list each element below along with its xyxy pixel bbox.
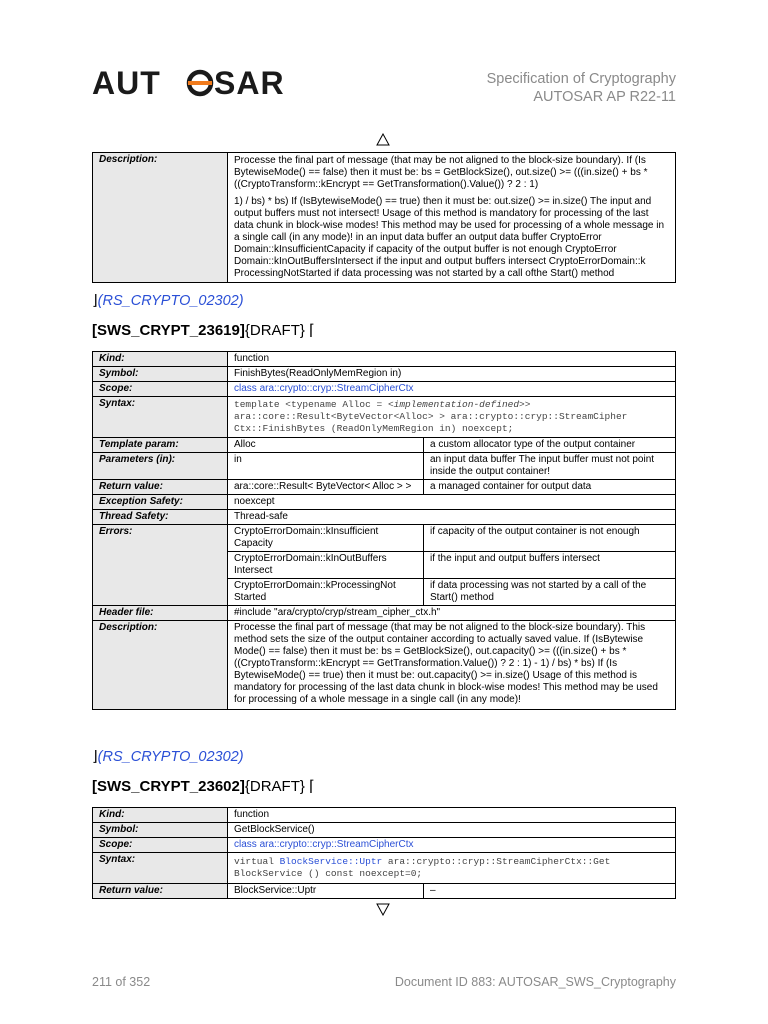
row-key: Exception Safety: <box>93 495 228 510</box>
syntax-block: virtual BlockService::Uptr ara::crypto::cryp::StreamCipherCtx::Get BlockService () const noexcept=0; <box>228 853 676 884</box>
row-value: noexcept <box>228 495 676 510</box>
table-row <box>93 510 676 525</box>
table-row <box>93 495 676 510</box>
row-value: Alloc <box>228 438 424 453</box>
row-key: Symbol: <box>93 823 228 838</box>
spec-table-getblockservice <box>92 807 676 899</box>
release-label: AUTOSAR AP R22-11 <box>533 89 676 105</box>
row-key: Return value: <box>93 884 228 899</box>
row-key: Description: <box>93 153 228 283</box>
row-key: Template param: <box>93 438 228 453</box>
row-key: Errors: <box>93 525 228 606</box>
requirement-id: [SWS_CRYPT_23602]{DRAFT} ⌈ <box>92 778 315 795</box>
row-value <box>228 382 676 397</box>
row-value: if the input and output buffers intersect <box>424 552 676 579</box>
trace-link[interactable]: ⌋(RS_CRYPTO_02302) <box>92 749 244 765</box>
table-row <box>93 480 676 495</box>
scope-link[interactable]: class ara::crypto::cryp::StreamCipherCtx <box>234 383 414 394</box>
row-value: a managed container for output data <box>424 480 676 495</box>
row-value: – <box>424 884 676 899</box>
row-key: Return value: <box>93 480 228 495</box>
row-value: Thread-safe <box>228 510 676 525</box>
row-value: a custom allocator type of the output container <box>424 438 676 453</box>
table-row <box>93 808 676 823</box>
spec-table-finishbytes <box>92 351 676 710</box>
table-row <box>93 453 676 480</box>
table-row <box>93 823 676 838</box>
row-key: Kind: <box>93 352 228 367</box>
row-key: Header file: <box>93 606 228 621</box>
requirement-id: [SWS_CRYPT_23619]{DRAFT} ⌈ <box>92 322 315 339</box>
continues-triangle-icon <box>376 903 390 916</box>
row-value: in <box>228 453 424 480</box>
document-id: Document ID 883: AUTOSAR_SWS_Cryptography <box>394 975 676 989</box>
description-paragraph: Processe the final part of message (that may be not aligned to the block-size boundary). If (Is BytewiseMode() == false) then it must be: bs = GetBlockSize(), out.size() >= (((in.size() + bs * ((CryptoTransform::kEncrypt == GetTransformation().Value()) ? 2 : 1) <box>234 155 648 190</box>
table-row <box>93 606 676 621</box>
table-row <box>93 352 676 367</box>
row-key: Symbol: <box>93 367 228 382</box>
svg-text:AUT: AUT <box>92 65 161 100</box>
doc-title: Specification of Cryptography <box>486 71 676 87</box>
table-row <box>93 621 676 710</box>
row-key: Syntax: <box>93 853 228 884</box>
row-key: Scope: <box>93 382 228 397</box>
autosar-logo <box>92 64 312 100</box>
description-paragraph: 1) / bs) * bs) If (IsBytewiseMode() == true) then it must be: out.size() >= in.size() The input and output buffers must not intersect! Usage of this method is mandatory for processing of the last data chunk in block-wise modes! This method may be used for processing of a whole message in a single call (in any mode)! in an input data buffer an output data buffer CryptoError Domain::kInsufficientCapacity if capacity of the output buffer is not enough CryptoError Domain::kInOutBuffersIntersect if the input and output buffers intersect CryptoErrorDomain::k ProcessingNotStarted if data processing was not started by a call ofthe Start() method <box>234 196 665 279</box>
table-row <box>93 438 676 453</box>
row-value: GetBlockService() <box>228 823 676 838</box>
table-row <box>93 382 676 397</box>
table-row <box>93 397 676 438</box>
row-key: Syntax: <box>93 397 228 438</box>
svg-text:SAR: SAR <box>214 65 285 100</box>
continued-triangle-icon <box>376 133 390 146</box>
row-key: Parameters (in): <box>93 453 228 480</box>
row-value: Processe the final part of message (that may be not aligned to the block-size boundary). This method sets the size of the output container according to actually saved value. If (IsBytewise Mode() == false) then it must be: bs = GetBlockSize(), out.capacity() >= (((in.size() + bs * ((CryptoTransform::kEncrypt == GetTransformation.Value()) ? 2 : 1) - 1) / bs) * bs) If (Is BytewiseMode() == true) then it must be: out.capacity() >= in.size() Usage of this method is mandatory for processing of the last data chunk in block-wise modes! This method may be used for processing of a whole message in a single call (in any mode)! <box>228 621 676 710</box>
syntax-block: template <typename Alloc = <implementation-defined>> ara::core::Result<ByteVector<Alloc> > ara::crypto::cryp::StreamCipher Ctx::FinishBytes (ReadOnlyMemRegion in) noexcept; <box>228 397 676 438</box>
row-value <box>228 838 676 853</box>
row-value: if capacity of the output container is not enough <box>424 525 676 552</box>
row-value: function <box>228 808 676 823</box>
blockservice-uptr-link[interactable]: BlockService::Uptr <box>279 856 383 867</box>
row-value: #include "ara/crypto/cryp/stream_cipher_ctx.h" <box>228 606 676 621</box>
trace-link[interactable]: ⌋(RS_CRYPTO_02302) <box>92 293 244 309</box>
row-value: FinishBytes(ReadOnlyMemRegion in) <box>228 367 676 382</box>
row-value: CryptoErrorDomain::kProcessingNot Started <box>228 579 424 606</box>
spec-table-continued <box>92 152 676 283</box>
row-value: BlockService::Uptr <box>228 884 424 899</box>
scope-link[interactable]: class ara::crypto::cryp::StreamCipherCtx <box>234 839 414 850</box>
row-value <box>228 153 676 283</box>
row-value: if data processing was not started by a call of the Start() method <box>424 579 676 606</box>
table-row <box>93 884 676 899</box>
row-value: ara::core::Result< ByteVector< Alloc > > <box>228 480 424 495</box>
table-row <box>93 853 676 884</box>
row-key: Scope: <box>93 838 228 853</box>
table-row <box>93 838 676 853</box>
row-key: Kind: <box>93 808 228 823</box>
row-key: Thread Safety: <box>93 510 228 525</box>
row-value: CryptoErrorDomain::kInOutBuffers Intersect <box>228 552 424 579</box>
table-row <box>93 153 676 283</box>
row-value: an input data buffer The input buffer must not point inside the output container! <box>424 453 676 480</box>
table-row <box>93 525 676 552</box>
page-number: 211 of 352 <box>92 975 151 989</box>
row-key: Description: <box>93 621 228 710</box>
table-row <box>93 367 676 382</box>
row-value: CryptoErrorDomain::kInsufficient Capacity <box>228 525 424 552</box>
row-value: function <box>228 352 676 367</box>
